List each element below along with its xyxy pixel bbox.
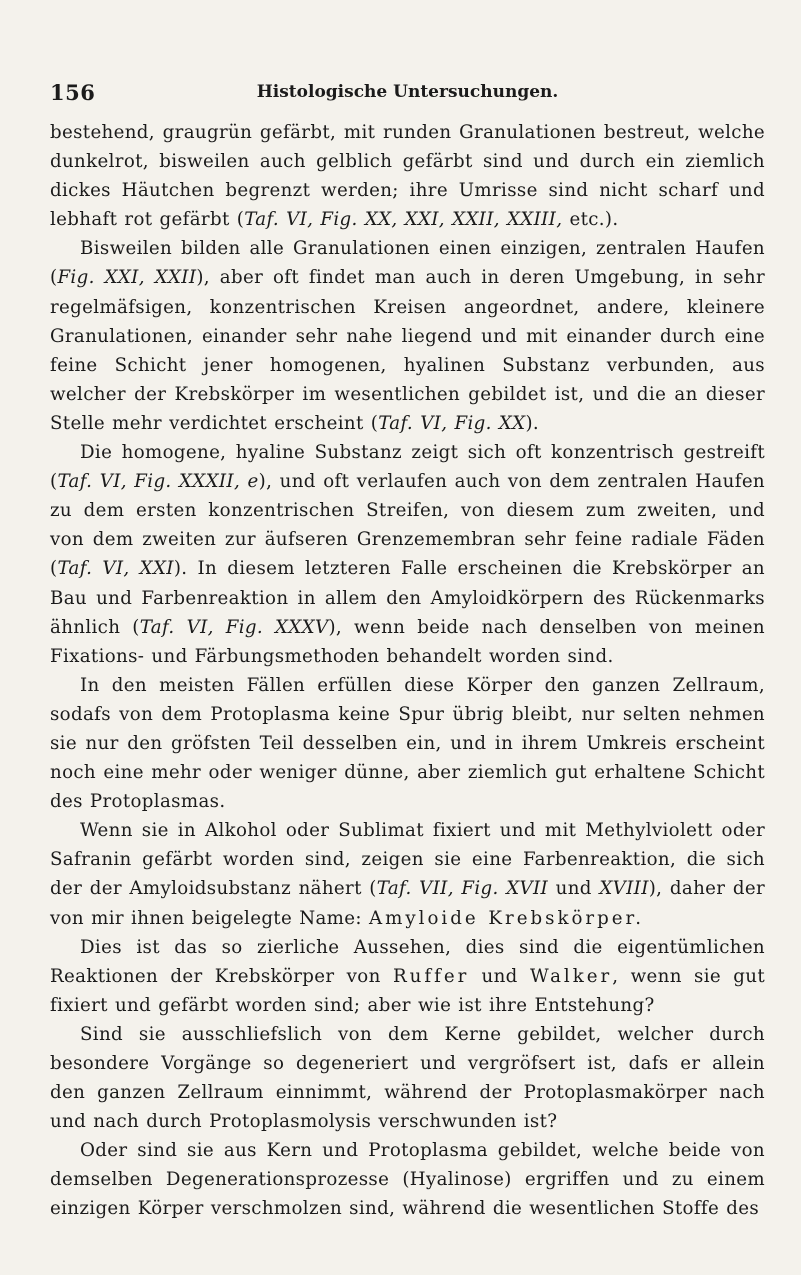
text-run: In den meisten Fällen erfüllen diese Körper den ganzen Zellraum, sodafs von dem Protoplasma keine Spur übrig bleibt, nur selten nehmen sie nur den gröfsten Teil desselben ein, und in ihrem Umkreis erscheint noch eine mehr oder weniger dünne, aber ziemlich gut erhaltene Schicht des Protoplasmas.: [50, 674, 765, 813]
paragraph-8: [50, 1136, 765, 1223]
paragraph-1: [50, 118, 765, 234]
text-run: Wenn sie in Alkohol oder Sublimat fixiert und mit Methylviolett oder Safranin gefärbt worden sind, zeigen sie eine Farbenreaktion, die sich der der Amyloidsubstanz nähert (: [50, 820, 765, 900]
paragraph-5: [50, 816, 765, 932]
text-run: ), aber oft findet man auch in deren Umgebung, in sehr regelmäfsigen, konzentrischen Kreisen angeordnet, andere, kleinere Granulationen, einander sehr nahe liegend und mit einander durch eine feine Schicht jener homogenen, hyalinen Substanz verbunden, aus welcher der Krebskörper im wesentlichen gebildet ist, und die an dieser Stelle mehr verdichtet erscheint (: [50, 267, 765, 434]
paragraph-7: [50, 1020, 765, 1136]
text-run: ), wenn beide nach denselben von meinen Fixations- und Färbungsmethoden behandelt worden sind.: [50, 616, 765, 667]
figure-reference: Taf. VI, Fig. XXXII, e: [57, 471, 259, 493]
text-run: Bisweilen bilden alle Granulationen einen einzigen, zentralen Haufen (: [50, 238, 765, 289]
body-text: [50, 118, 765, 1224]
running-title: Histologische Untersuchungen.: [256, 82, 559, 102]
text-run: und: [469, 965, 530, 987]
text-run: ).: [525, 412, 540, 434]
spaced-term: Amyloide Krebskörper.: [369, 907, 644, 929]
paragraph-3: [50, 438, 765, 671]
figure-reference: Taf. VI, XXI: [57, 558, 174, 580]
text-run: Die homogene, hyaline Substanz zeigt sich oft konzentrisch gestreift (: [50, 442, 765, 493]
spaced-term: Ruffer: [392, 965, 470, 987]
figure-reference: Taf. VII, Fig. XVII: [376, 878, 549, 900]
paragraph-6: [50, 933, 765, 1020]
page-header: [50, 80, 765, 110]
text-run: und: [548, 878, 600, 900]
paragraph-4: [50, 671, 765, 816]
text-run: , wenn sie gut fixiert und gefärbt worden sind; aber wie ist ihre Entstehung?: [50, 965, 765, 1016]
figure-reference: Taf. VI, Fig. XX, XXI, XXII, XXIII,: [244, 209, 563, 231]
figure-reference: Taf. VI, Fig. XX: [378, 412, 526, 434]
text-run: etc.).: [562, 209, 619, 231]
text-run: Sind sie ausschliefslich von dem Kerne gebildet, welcher durch besondere Vorgänge so degeneriert und vergröfsert ist, dafs er allein den ganzen Zellraum einnimmt, während der Protoplasmakörper nach und nach durch Protoplasmolysis verschwunden ist?: [50, 1023, 765, 1133]
book-page: [50, 80, 765, 1224]
figure-reference: Fig. XXI, XXII: [57, 267, 197, 289]
figure-reference: XVIII: [599, 878, 649, 900]
text-run: ), und oft verlaufen auch von dem zentralen Haufen zu dem ersten konzentrischen Streifen, von diesem zum zweiten, und von dem zweiten zur äufseren Grenzemembran sehr feine radiale Fäden (: [50, 471, 765, 580]
paragraph-2: [50, 234, 765, 438]
page-number: 156: [50, 80, 96, 105]
spaced-term: Walker: [529, 965, 613, 987]
text-run: ). In diesem letzteren Falle erscheinen die Krebskörper an Bau und Farbenreaktion in allem den Amyloidkörpern des Rückenmarks ähnlich (: [50, 558, 765, 638]
text-run: Oder sind sie aus Kern und Protoplasma gebildet, welche beide von demselben Degenerationsprozesse (Hyalinose) ergriffen und zu einem einzigen Körper verschmolzen sind, während die wesentlichen Stoffe des: [50, 1140, 765, 1220]
text-run: ), daher der von mir ihnen beigelegte Name:: [50, 878, 765, 929]
figure-reference: Taf. VI, Fig. XXXV: [139, 616, 329, 638]
text-run: Dies ist das so zierliche Aussehen, dies sind die eigentümlichen Reaktionen der Krebskörper von: [50, 936, 765, 987]
text-run: bestehend, graugrün gefärbt, mit runden Granulationen bestreut, welche dunkelrot, bisweilen auch gelblich gefärbt sind und durch ein ziemlich dickes Häutchen begrenzt werden; ihre Umrisse sind nicht scharf und lebhaft rot gefärbt (: [50, 122, 765, 231]
